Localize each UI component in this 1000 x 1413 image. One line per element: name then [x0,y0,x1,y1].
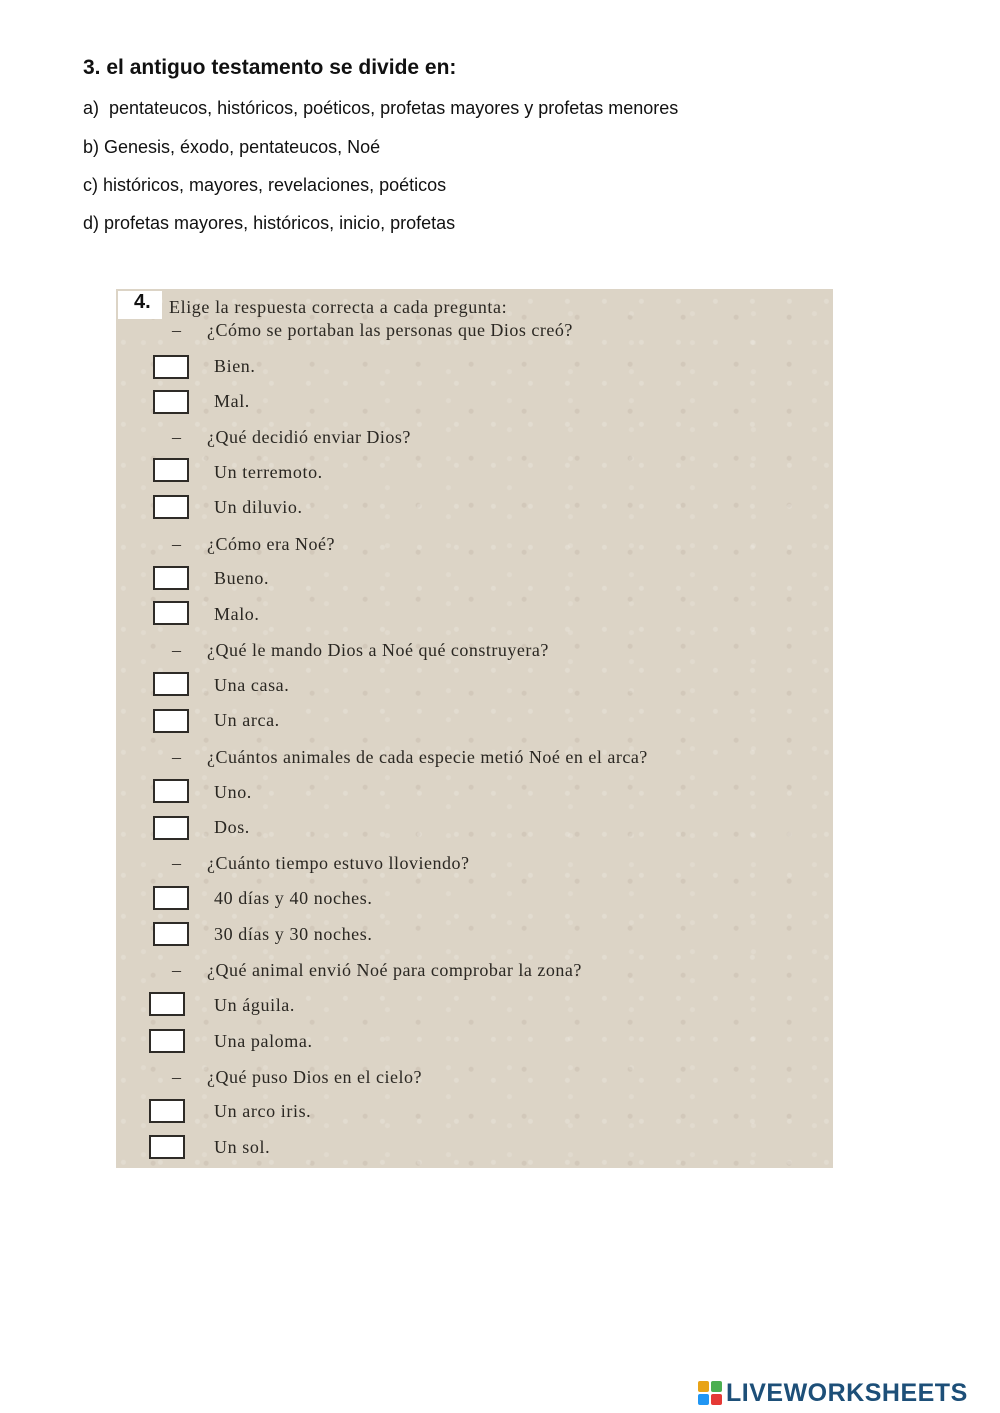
question-dash: – [172,427,182,447]
question-dash: – [172,853,182,873]
question-3-option-a[interactable]: a) pentateucos, históricos, poéticos, profetas mayores y profetas menores [83,98,679,118]
answer-option: Una casa. [214,675,290,695]
question-text: ¿Qué decidió enviar Dios? [207,427,411,447]
question-dash: – [172,960,182,980]
answer-checkbox[interactable] [153,566,189,590]
answer-option: Bien. [214,356,256,376]
answer-option: Un arco iris. [214,1101,312,1121]
question-4-number: 4. [134,291,151,313]
answer-option: Un diluvio. [214,497,303,517]
question-4-worksheet-image [116,289,833,1168]
answer-checkbox[interactable] [149,1029,185,1053]
question-text: ¿Cómo se portaban las personas que Dios creó? [207,320,573,340]
quiz-question [172,427,411,448]
question-dash: – [172,534,182,554]
question-dash: – [172,747,182,767]
answer-option: Una paloma. [214,1031,313,1051]
question-text: ¿Qué puso Dios en el cielo? [207,1067,422,1087]
quiz-question [172,853,469,874]
answer-checkbox[interactable] [153,601,189,625]
quiz-question [172,1067,422,1088]
brand-square-icon [698,1381,709,1392]
question-text: ¿Cómo era Noé? [207,534,335,554]
answer-checkbox[interactable] [149,1099,185,1123]
question-3-title: 3. el antiguo testamento se divide en: [83,56,457,79]
answer-option: Bueno. [214,568,270,588]
liveworksheets-logo [698,1380,968,1406]
brand-square-icon [698,1394,709,1405]
answer-option: Un águila. [214,995,295,1015]
question-3-option-b[interactable]: b) Genesis, éxodo, pentateucos, Noé [83,137,381,157]
answer-option: Mal. [214,391,250,411]
question-4-instruction: Elige la respuesta correcta a cada pregunta: [169,297,508,317]
answer-checkbox[interactable] [153,922,189,946]
quiz-question [172,960,582,981]
answer-option: Un sol. [214,1137,271,1157]
answer-option: Dos. [214,817,250,837]
question-dash: – [172,1067,182,1087]
answer-checkbox[interactable] [153,355,189,379]
question-text: ¿Qué animal envió Noé para comprobar la zona? [207,960,582,980]
quiz-question [172,320,573,341]
answer-checkbox[interactable] [153,709,189,733]
quiz-question [172,747,648,768]
answer-checkbox[interactable] [153,672,189,696]
answer-option: Un arca. [214,710,280,730]
question-text: ¿Cuántos animales de cada especie metió Noé en el arca? [207,747,648,767]
answer-checkbox[interactable] [153,390,189,414]
brand-square-icon [711,1381,722,1392]
answer-checkbox[interactable] [153,779,189,803]
quiz-question [172,640,549,661]
answer-checkbox[interactable] [153,458,189,482]
answer-checkbox[interactable] [153,886,189,910]
brand-grid-icon [698,1381,722,1405]
question-3-option-c[interactable]: c) históricos, mayores, revelaciones, poéticos [83,175,447,195]
answer-option: 30 días y 30 noches. [214,924,373,944]
answer-option: Uno. [214,782,252,802]
question-dash: – [172,640,182,660]
answer-option: Un terremoto. [214,462,323,482]
answer-checkbox[interactable] [149,992,185,1016]
question-3-option-d[interactable]: d) profetas mayores, históricos, inicio, profetas [83,213,456,233]
question-text: ¿Qué le mando Dios a Noé qué construyera? [207,640,549,660]
question-dash: – [172,320,182,340]
answer-checkbox[interactable] [153,816,189,840]
answer-checkbox[interactable] [153,495,189,519]
answer-option: Malo. [214,604,260,624]
question-text: ¿Cuánto tiempo estuvo lloviendo? [207,853,470,873]
quiz-question [172,534,335,555]
answer-checkbox[interactable] [149,1135,185,1159]
brand-square-icon [711,1394,722,1405]
brand-name: LIVEWORKSHEETS [726,1378,968,1407]
answer-option: 40 días y 40 noches. [214,888,373,908]
